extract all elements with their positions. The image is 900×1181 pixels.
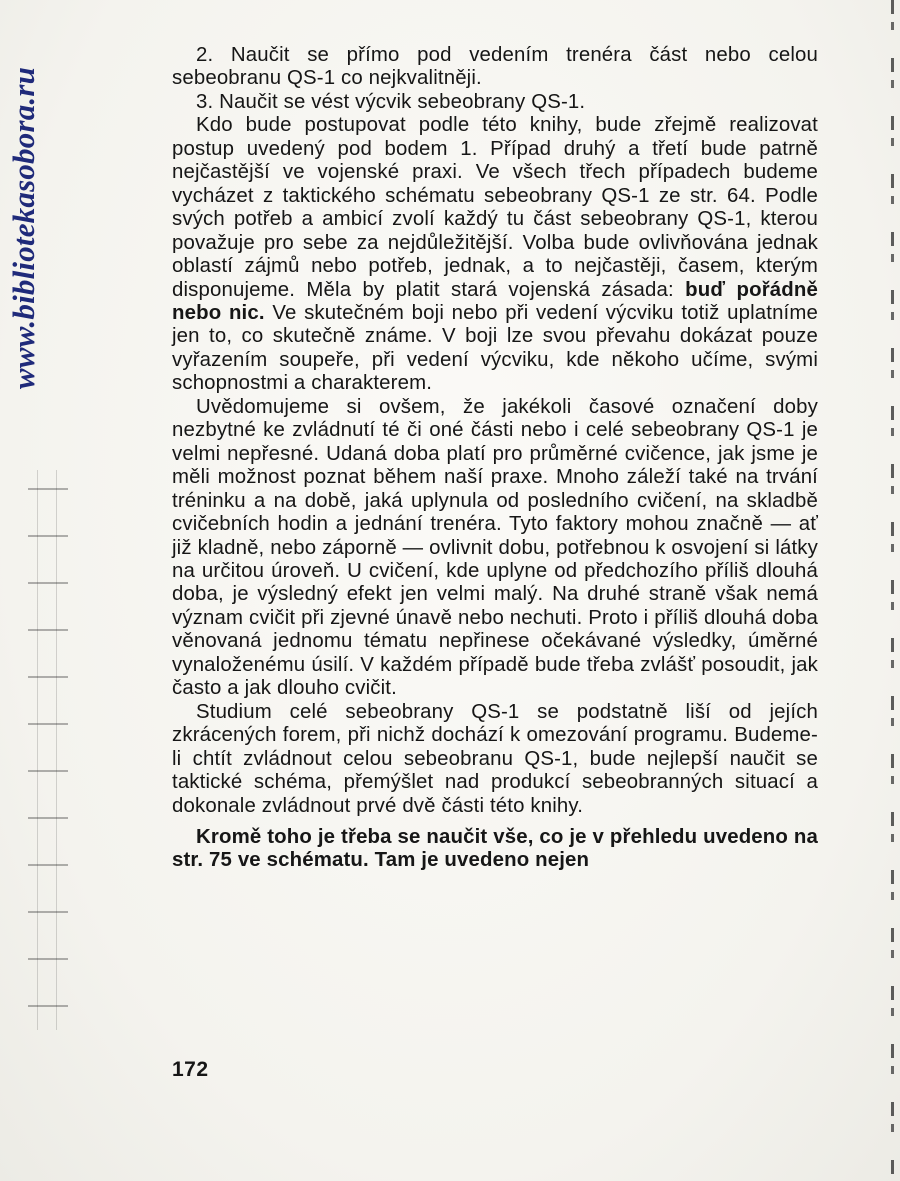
paragraph: Studium celé sebeobrany QS-1 se podstatně liší od jejích zkrácených forem, při nichž dochází k omezování programu. Budeme-li chtít zvládnout celou sebeobranu QS-1, bude nejlepší naučit se taktické schéma, přemýšlet nad produkcí sebeobranných situací a dokonale zvládnout prvé dvě části této knihy.: [172, 700, 818, 817]
page-text: [172, 44, 818, 873]
watermark: [2, 18, 46, 438]
paragraph-text: Kdo bude postupovat podle této knihy, bude zřejmě realizovat postup uvedený pod bodem 1. Případ druhý a třetí bude patrně nejčastější ve vojenské praxi. Ve všech třech případech budeme vycházet z taktického schématu sebeobrany QS-1 ze str. 64. Podle svých potřeb a ambicí zvolí každý tu část sebeobrany QS-1, kterou považuje pro sebe za nejdůležitější. Volba bude ovlivňována jednak oblastí zájmů nebo potřeb, jednak, a to nejčastěji, časem, kterým disponujeme. Měla by platit stará vojenská zásada:: [172, 114, 818, 301]
scan-noise-left: [28, 470, 68, 1030]
paragraph-text: Ve skutečném boji nebo při vedení výcviku totiž uplatníme jen to, co skutečně známe. V boji lze svou převahu dokázat pouze vyřazením soupeře, při vedení výcviku, kde někoho učíme, svými schopnostmi a charakterem.: [172, 301, 819, 395]
watermark-text: www.bibliotekasobora.ru: [6, 66, 41, 390]
page-number: 172: [172, 1058, 209, 1081]
paragraph: Uvědomujeme si ovšem, že jakékoli časové označení doby nezbytné ke zvládnutí té či oné části nebo i celé sebeobrany QS-1 je velmi nepřesné. Udaná doba platí pro průměrné cvičence, jak jsme je měli možnost poznat během naší praxe. Mnoho záleží také na trvání tréninku a na době, jaká uplynula od posledního cvičení, na skladbě cvičebních hodin a jednání trenéra. Tyto faktory mohou značně — ať již kladně, nebo záporně — ovlivnit dobu, potřebnou k osvojení si látky na určitou úroveň. U cvičení, kde uplyne od předchozího příliš dlouhá doba, je výsledný efekt jen velmi malý. Na druhé straně však nemá význam cvičit při zjevné únavě nebo nechuti. Proto i příliš dlouhá doba věnovaná jednomu tématu nepřinese očekávané výsledky, úměrné vynaloženému úsilí. V každém případě bude třeba zvlášť posoudit, jak často a jak dlouho cvičit.: [172, 395, 818, 700]
list-item: 2. Naučit se přímo pod vedením trenéra část nebo celou sebeobranu QS-1 co nejkvalitněji.: [172, 44, 818, 90]
bold-phrase: buď pořádně nebo nic.: [172, 278, 818, 324]
paragraph-bold: Kromě toho je třeba se naučit vše, co je v přehledu uvedeno na str. 75 ve schématu. Tam je uvedeno nejen: [172, 825, 818, 872]
scan-edge-right: [891, 0, 894, 1181]
list-item: 3. Naučit se vést výcvik sebeobrany QS-1.: [196, 90, 586, 113]
paragraph: [172, 114, 818, 395]
